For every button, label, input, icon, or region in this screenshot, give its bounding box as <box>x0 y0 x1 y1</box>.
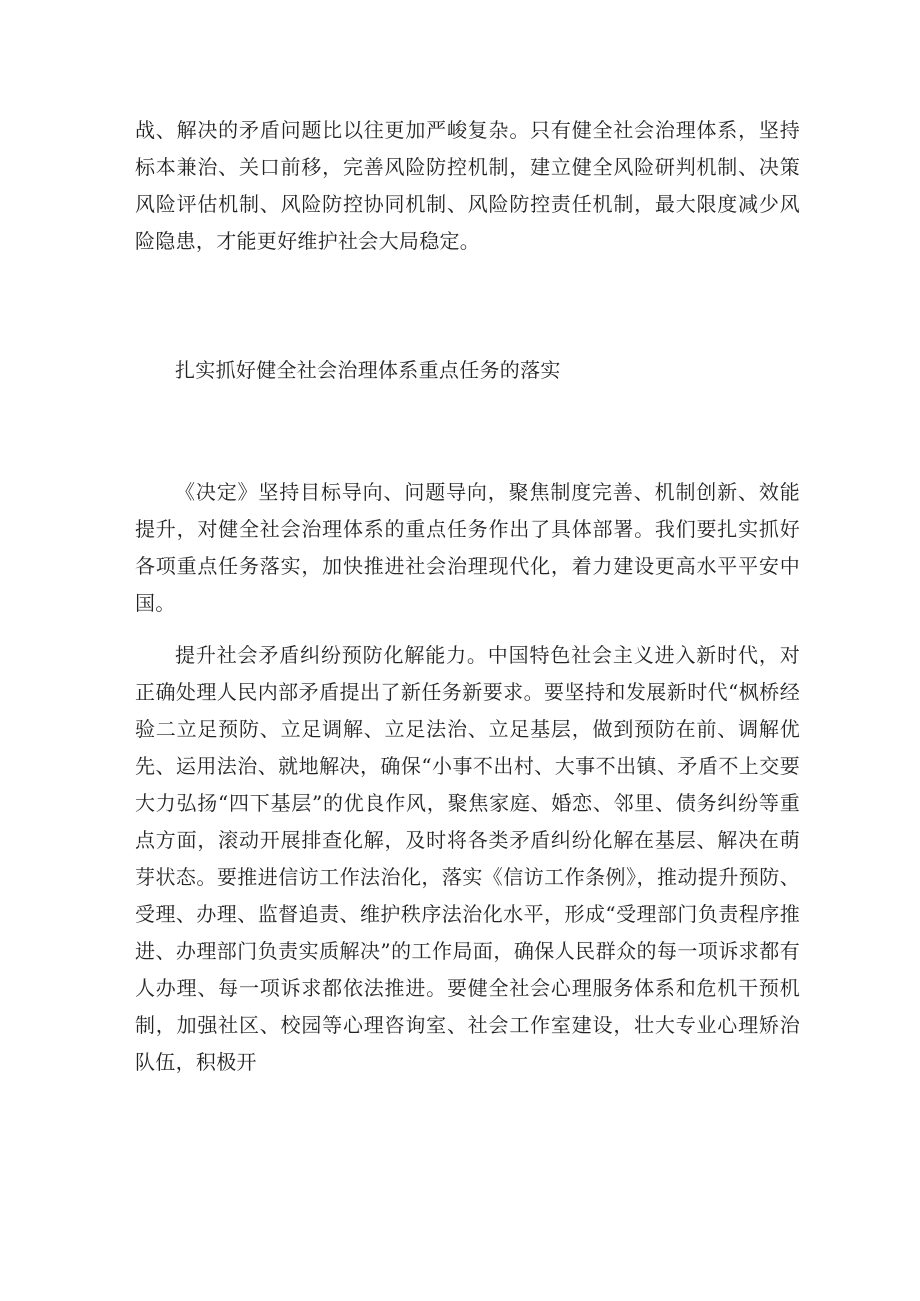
paragraph-decision: 《决定》坚持目标导向、问题导向，聚焦制度完善、机制创新、效能提升，对健全社会治理体系的重点任务作出了具体部署。我们要扎实抓好各项重点任务落实，加快推进社会治理现代化，着力建设更高水平平安中国。 <box>135 480 800 615</box>
section-heading: 扎实抓好健全社会治理体系重点任务的落实 <box>175 358 561 382</box>
paragraph-continuation: 战、解决的矛盾问题比以往更加严峻复杂。只有健全社会治理体系，坚持标本兼治、关口前移，完善风险防控机制，建立健全风险研判机制、决策风险评估机制、风险防控协同机制、风险防控责任机制，最大限度减少风险隐患，才能更好维护社会大局稳定。 <box>135 118 800 253</box>
paragraph-conflict-resolution: 提升社会矛盾纠纷预防化解能力。中国特色社会主义进入新时代，对正确处理人民内部矛盾提出了新任务新要求。要坚持和发展新时代“枫桥经验二立足预防、立足调解、立足法治、立足基层，做到预防在前、调解优先、运用法治、就地解决，确保“小事不出村、大事不出镇、矛盾不上交要大力弘扬“四下基层”的优良作风，聚焦家庭、婚恋、邻里、债务纠纷等重点方面，滚动开展排查化解，及时将各类矛盾纠纷化解在基层、解决在萌芽状态。要推进信访工作法治化，落实《信访工作条例》，推动提升预防、受理、办理、监督追责、维护秩序法治化水平，形成“受理部门负责程序推进、办理部门负责实质解决”的工作局面，确保人民群众的每一项诉求都有人办理、每一项诉求都依法推进。要健全社会心理服务体系和危机干预机制，加强社区、校园等心理咨询室、社会工作室建设，壮大专业心理矫治队伍，积极开 <box>135 643 800 1074</box>
